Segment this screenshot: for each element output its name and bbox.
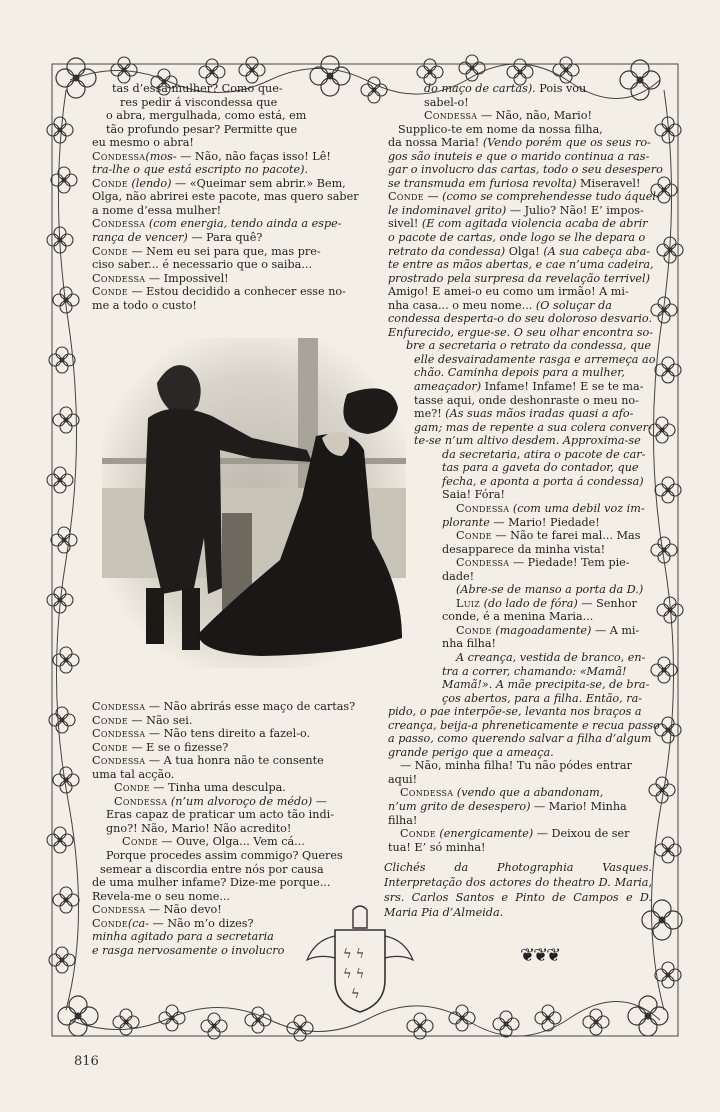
speaker-name: Condessa [456,556,510,570]
text-line [388,407,650,421]
text-line [388,678,650,692]
dialogue-text: — Não sei. [127,713,193,727]
text-line [388,732,650,746]
speaker-name: Conde [400,827,436,841]
stage-direction: (com uma debil voz im- [509,501,645,515]
end-ornament: ❦❦❦ [520,945,560,966]
dialogue-text: aqui! [388,772,418,786]
stage-direction: (A sua cabeça aba- [543,244,651,258]
dialogue-text: ciso saber... é necessario que o saiba... [92,258,312,272]
text-line [388,543,650,557]
text-line [388,624,650,638]
text-line [92,808,352,822]
dialogue-text: Eras capaz de praticar um acto tão indi- [106,808,334,822]
text-line [92,835,352,849]
stage-direction: (com energia, tendo ainda a espe- [145,217,342,231]
stage-direction: ameaçador) [414,380,482,394]
dialogue-text: Pois vou [535,82,587,95]
stage-direction: se transmuda em furiosa revolta) [388,176,577,190]
text-line [388,325,654,340]
text-line [92,109,350,123]
dialogue-text: Olga, não abrirei este pacote, mas quero saber [92,190,359,204]
text-line [388,461,650,475]
dialogue-text: — «Queimar sem abrir.» Bem, [171,176,346,190]
text-line [92,150,350,164]
stage-direction: (ca- [127,916,149,930]
dialogue-text: — Ouve, Olga... Vem cá... [157,835,305,849]
speaker-name: Luiz [456,596,481,610]
text-line [388,665,650,679]
dialogue-text: — Mario! Minha [530,799,627,813]
stage-direction: (n’um alvoroço de médo) [167,794,313,808]
stage-direction: (O soluçar da [535,298,612,312]
text-line [388,475,650,489]
dialogue-text: — A tua honra não te consente [145,754,324,768]
svg-text:ϟ ϟ: ϟ ϟ [343,967,365,982]
text-line [388,109,650,123]
text-line [388,123,650,137]
text-line [388,177,650,191]
text-line [388,827,650,841]
dialogue-text: me a todo o custo! [92,298,197,312]
right-column [388,82,663,854]
speaker-name: Condessa [92,727,146,741]
text-line [388,448,650,462]
stage-direction: (vendo que a abandonam, [453,786,604,800]
speaker-name: Conde [92,740,128,754]
svg-text:ϟ ϟ: ϟ ϟ [343,947,365,962]
speaker-name: Conde [92,244,128,258]
dialogue-text: eu mesmo o abra! [92,136,194,150]
speaker-name: Conde [456,529,492,543]
stage-direction: n’um grito de desespero) [388,799,531,813]
stage-direction: te-se n’um altivo desdem. Approxima-se [414,434,641,448]
dialogue-text: dade! [442,569,475,583]
photo-credit-caption: Clichés da Photographia Vasques. Interpretação dos actores do theatro D. Maria, srs. Carlos Santos e Pinto de Campos e D. Maria Pia d’Almeida. [384,861,652,919]
stage-direction: a passo, como querendo salvar a filha d’algum [388,732,652,746]
dialogue-text: Revela-me o seu nome... [92,889,231,903]
dialogue-text: — Estou decidido a conhecer esse no- [127,285,346,299]
text-line [388,136,650,150]
speaker-name: Condessa [400,786,454,800]
dialogue-text: — Mario! Piedade! [489,515,600,529]
speaker-name: Conde [92,285,128,299]
stage-direction: e rasga nervosamente o involucro [92,943,285,957]
text-line [388,258,654,272]
stage-direction: (Abre-se de manso a porta da D.) [456,583,644,597]
text-line [92,822,352,836]
stage-direction: bre a secretaria o retrato da condessa, que [406,339,652,353]
dialogue-text: — Não te farei mal... Mas [491,529,641,543]
text-line [92,177,350,191]
stage-direction: gos são inuteis e que o marido continua a ras- [388,149,650,163]
text-line [388,312,653,326]
text-line [388,231,650,245]
text-line [388,841,650,855]
text-line [388,556,650,570]
dialogue-text: — A mi- [591,623,640,637]
dialogue-text: conde, é a menina Maria... [442,610,594,624]
text-line [92,163,350,177]
dialogue-text: — Impossivel! [145,271,229,285]
speaker-name: Condessa [92,271,146,285]
dialogue-text: — Não, minha filha! Tu não pódes entrar [400,759,632,773]
svg-text:ϟ: ϟ [351,987,360,1002]
left-column-top [92,82,359,312]
dialogue-text: a nome d’essa mulher! [92,203,222,217]
stage-direction: prostrado pela surpresa da revelação terrivel) [388,271,650,285]
text-line [388,800,650,814]
stage-direction: (lendo) [127,176,172,190]
text-line [388,516,650,530]
text-line [388,773,650,787]
dialogue-text: res pedir á viscondessa que [120,95,278,109]
text-line [92,285,350,299]
text-line [388,299,650,313]
dialogue-text: — Tinha uma desculpa. [149,781,286,795]
text-line [388,692,650,706]
text-line [388,421,650,435]
stage-direction: do maço de cartas). [424,82,536,95]
speaker-name: Conde [92,713,128,727]
text-line [92,754,352,768]
stage-direction: (mos- [145,149,177,163]
text-line [388,82,650,96]
dialogue-text: — Senhor [577,596,637,610]
text-line [388,814,650,828]
speaker-name: Conde [92,916,128,930]
stage-direction: creança, beija-a phreneticamente e recua passo [388,718,660,732]
stage-direction: condessa desperta-o do seu doloroso desvario. [388,312,653,326]
dialogue-text: — Não m’o dizes? [148,916,254,930]
dialogue-text: Miseravel! [576,176,641,190]
text-line [92,714,352,728]
stage-direction: (magoadamente) [491,623,592,637]
text-line [388,245,650,259]
text-line [388,718,660,733]
text-line [92,781,352,795]
text-line [388,190,660,204]
text-line [388,786,650,800]
dialogue-text: Saia! Fóra! [442,488,506,502]
speaker-name: Conde [92,176,128,190]
dialogue-text: sivel! [388,217,422,231]
speaker-name: Condessa [92,700,146,713]
dialogue-text: nha casa... o meu nome... [388,298,536,312]
text-line [92,245,350,259]
stage-direction: tas para a gaveta do contador, que [442,461,639,475]
stage-direction: elle desvairadamente rasga e arremeça ao [414,352,656,366]
text-line [92,217,350,231]
text-line [388,610,650,624]
stage-direction: rança de vencer) [92,231,188,245]
speaker-name: Condessa [92,217,146,231]
speaker-name: Conde [388,190,424,204]
text-line [92,741,352,755]
text-line [388,597,650,611]
stage-direction: chão. Caminha depois para a mulher, [414,366,625,380]
dialogue-text: semear a discordia entre nós por causa [100,862,324,876]
theatre-photograph [102,338,406,668]
stage-direction: le indominavel grito) [388,203,507,217]
dialogue-text: nha filha! [442,637,497,651]
text-line [92,849,352,863]
text-line [92,136,350,150]
dialogue-text: tão profundo pesar? Permitte que [106,122,298,136]
dialogue-text: me?! [414,407,446,421]
text-line [92,231,350,245]
stage-direction: minha agitado para a secretaria [92,930,274,944]
text-line [92,82,350,96]
speaker-name: Conde [456,623,492,637]
dialogue-text: — Não, não faças isso! Lê! [176,149,331,163]
stage-direction: gar o involucro das cartas, todo o seu desespero [388,163,663,177]
stage-direction: (E com agitada violencia acaba de abrir [421,217,648,231]
text-line [388,394,650,408]
stage-direction: Mamã!». A mãe precipita-se, de bra- [442,678,650,692]
dialogue-text: Amigo! E amei-o eu como um irmão! A mi- [388,285,629,299]
text-line [388,163,663,177]
text-line [92,190,359,204]
text-line [92,795,352,809]
text-line [388,380,650,394]
text-line [92,204,350,218]
stage-direction: grande perigo que a ameaça. [388,745,554,759]
dialogue-text: filha! [388,813,418,827]
text-line [92,863,352,877]
text-line [388,637,650,651]
text-line [388,217,650,231]
dialogue-text: — Não devo! [145,903,222,917]
stage-direction: fecha, e aponta a porta á condessa) [442,474,644,488]
text-line [388,366,650,380]
stage-direction: pido, o pae interpõe-se, levanta nos braços a [388,705,642,719]
text-line [388,583,650,597]
dialogue-text: Porque procedes assim commigo? Queres [106,849,343,863]
stage-direction: Enfurecido, ergue-se. O seu olhar encontra so- [388,325,654,339]
page-number: 816 [74,1054,99,1069]
dialogue-text: Supplico-te em nome da nossa filha, [398,122,603,136]
speaker-name: Condessa [92,149,146,163]
dialogue-text: — [312,794,327,808]
dialogue-text: — Piedade! Tem pie- [509,556,630,570]
dialogue-text: — Deixou de ser [533,827,630,841]
dialogue-text: — Nem eu sei para que, mas pre- [127,244,321,258]
text-line [388,285,650,299]
text-line [388,529,650,543]
speaker-name: Condessa [424,109,478,123]
text-line [92,768,352,782]
stage-direction: te entre as mãos abertas, e cae n’uma cadeira, [388,258,654,272]
dialogue-text: — Não tens direito a fazel-o. [145,727,311,741]
dialogue-text: tas d’essa mulher? Como que- [112,82,283,95]
text-line [388,570,650,584]
text-line [388,746,650,760]
dialogue-text: tasse aqui, onde deshonraste o meu no- [414,393,639,407]
stage-direction: ços abertos, para a filha. Então, ra- [442,691,643,705]
speaker-name: Condessa [92,903,146,917]
dialogue-text: Olga! [505,244,544,258]
dialogue-text: — Não abrirás esse maço de cartas? [145,700,356,713]
dialogue-text: Infame! Infame! E se te ma- [481,380,644,394]
stage-direction: A creança, vestida de branco, en- [456,650,646,664]
dialogue-text: o abra, mergulhada, como está, em [106,109,307,123]
speaker-name: Condessa [92,754,146,768]
stage-direction: da secretaria, atira o pacote de car- [442,447,646,461]
text-line [388,488,650,502]
speaker-name: Conde [114,781,150,795]
stage-direction: tra a correr, chamando: «Mamã! [442,664,627,678]
text-line [92,96,350,110]
stage-direction: o pacote de cartas, onde logo se lhe depara o [388,231,646,245]
text-line [388,705,650,719]
stage-direction: plorante [442,515,490,529]
dialogue-text: — Julio? Não! E’ impos- [506,203,644,217]
text-line [388,434,650,448]
dialogue-text: uma tal acção. [92,767,175,781]
stage-direction: (As suas mãos iradas quasi a afo- [445,407,634,421]
text-line [92,123,350,137]
dialogue-text: — Para quê? [187,231,263,245]
dialogue-text: sabel-o! [424,95,469,109]
dialogue-text: desapparece da minha vista! [442,542,606,556]
stage-direction: (Vendo porém que os seus ro- [482,136,651,150]
text-line [92,258,350,272]
stage-direction: (do lado de fóra) [480,596,578,610]
text-line [92,700,356,714]
dialogue-text: gno?! Não, Mario! Não acredito! [106,821,292,835]
text-line [388,96,650,110]
text-line [388,339,650,353]
text-line [92,272,350,286]
dialogue-text: da nossa Maria! [388,136,483,150]
text-line [92,299,350,313]
dialogue-text: tua! E’ só minha! [388,840,486,854]
coat-of-arms-emblem [295,900,425,1020]
stage-direction: (energicamente) [435,827,534,841]
text-line [92,876,352,890]
stage-direction: gam; mas de repente a sua colera conver- [414,420,652,434]
dialogue-text: — Não, não, Mario! [477,109,592,123]
text-line [388,150,650,164]
stage-direction: tra-lhe o que está escripto no pacote). [92,163,309,177]
speaker-name: Condessa [114,794,168,808]
stage-direction: — (como se comprehendesse tudo áquel- [423,190,660,204]
dialogue-text: — E se o fizesse? [127,740,229,754]
text-line [388,502,650,516]
text-line [388,272,650,286]
speaker-name: Conde [122,835,158,849]
stage-direction: retrato da condessa) [388,244,506,258]
text-line [388,352,656,367]
text-line [92,727,352,741]
text-line [388,651,650,665]
dialogue-text: de uma mulher infame? Dize-me porque... [92,876,331,890]
text-line [388,759,650,773]
text-line [388,204,650,218]
speaker-name: Condessa [456,501,510,515]
